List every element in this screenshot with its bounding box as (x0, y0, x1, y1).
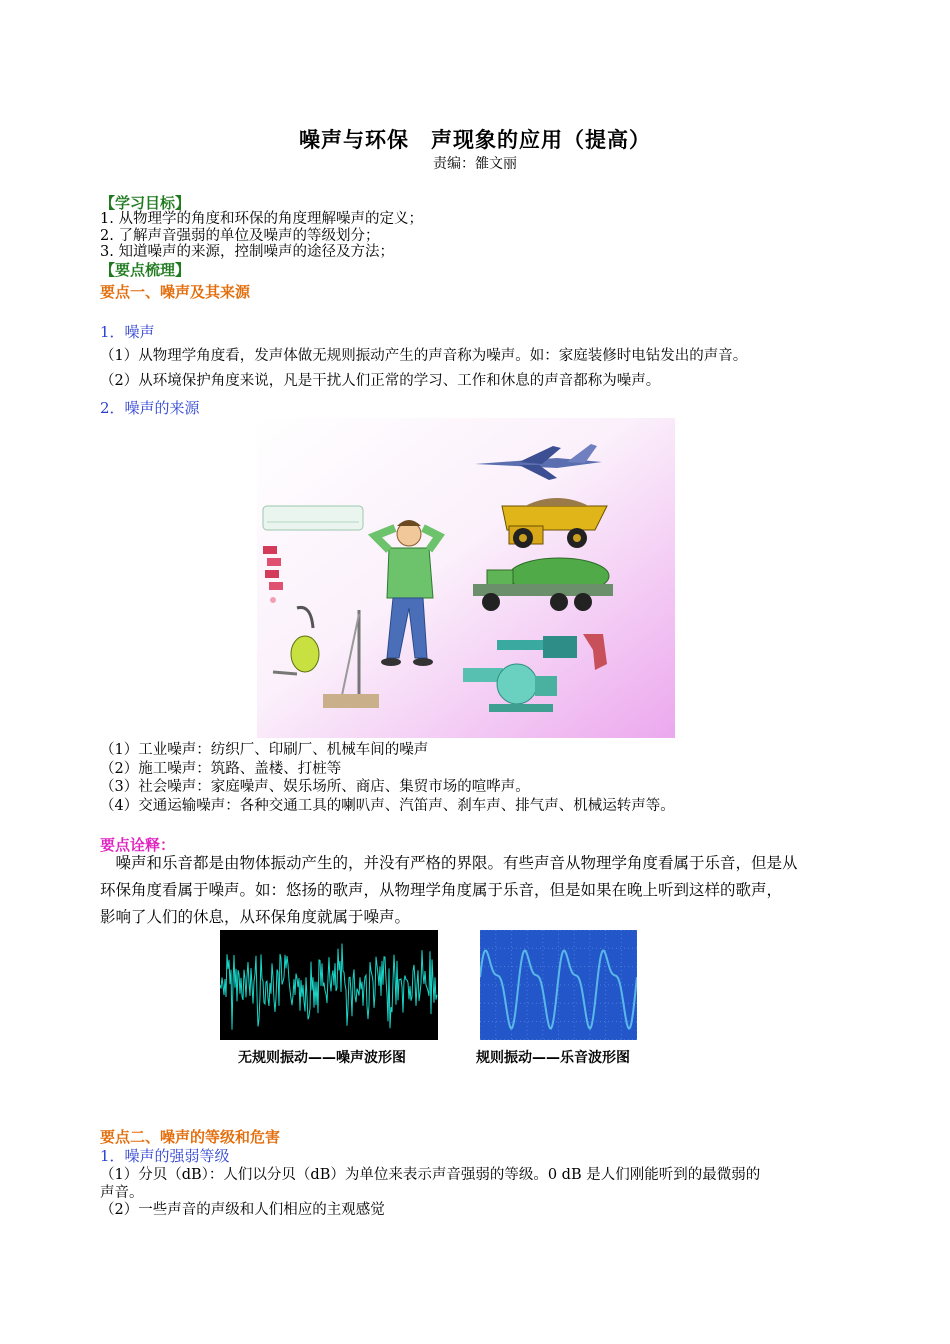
source-industrial: （1）工业噪声：纺织厂、印刷厂、机械车间的噪声 (100, 742, 429, 758)
points-heading: 【要点梳理】 (100, 261, 191, 279)
note-line-2: 环保角度看属于噪声。如：悠扬的歌声，从物理学角度属于乐音，但是如果在晚上听到这样的歌声， (100, 881, 783, 899)
source-social: （3）社会噪声：家庭噪声、娱乐场所、商店、集贸市场的喧哗声。 (100, 779, 530, 795)
noise-wave-caption: 无规则振动——噪声波形图 (238, 1050, 406, 1066)
noise-sources-subheading: 2．噪声的来源 (100, 399, 200, 417)
goal-item-1: 1. 从物理学的角度和环保的角度理解噪声的定义； (100, 211, 423, 227)
source-traffic: （4）交通运输噪声：各种交通工具的喇叭声、汽笛声、刹车声、排气声、机械运转声等。 (100, 798, 675, 814)
noise-def-2: （2）从环境保护角度来说，凡是干扰人们正常的学习、工作和休息的声音都称为噪声。 (100, 373, 661, 389)
decibel-line-1: （1）分贝（dB）：人们以分贝（dB）为单位来表示声音强弱的等级。0 dB 是人们刚能听到的最微弱的 (100, 1167, 761, 1183)
note-heading: 要点诠释： (100, 836, 176, 854)
point2-heading: 要点二、噪声的等级和危害 (100, 1128, 281, 1146)
level-subheading: 1．噪声的强弱等级 (100, 1147, 230, 1165)
goals-heading: 【学习目标】 (100, 194, 191, 212)
page-title: 噪声与环保 声现象的应用（提高） (299, 128, 651, 152)
air-conditioner-icon (263, 506, 363, 530)
point1-heading: 要点一、噪声及其来源 (100, 283, 251, 301)
note-line-3: 影响了人们的休息，从环保角度就属于噪声。 (100, 908, 411, 926)
goal-item-2: 2. 了解声音强弱的单位及噪声的等级划分； (100, 228, 380, 244)
editor-line: 责编：雒文丽 (433, 156, 517, 172)
decibel-line-3: （2）一些声音的声级和人们相应的主观感觉 (100, 1202, 385, 1218)
goal-item-3: 3. 知道噪声的来源，控制噪声的途径及方法； (100, 244, 394, 260)
decibel-line-2: 声音。 (100, 1185, 144, 1201)
noise-def-1: （1）从物理学角度看，发声体做无规则振动产生的声音称为噪声。如：家庭装修时电钻发出的声音。 (100, 348, 748, 364)
noise-sources-illustration (257, 418, 675, 738)
source-construction: （2）施工噪声：筑路、盖楼、打桩等 (100, 761, 342, 777)
noise-waveform (220, 930, 438, 1040)
noise-subheading: 1．噪声 (100, 323, 155, 341)
music-wave-caption: 规则振动——乐音波形图 (476, 1050, 630, 1066)
music-waveform (480, 930, 637, 1040)
note-line-1: 噪声和乐音都是由物体振动产生的，并没有严格的界限。有些声音从物理学角度看属于乐音，但是从 (100, 854, 798, 872)
